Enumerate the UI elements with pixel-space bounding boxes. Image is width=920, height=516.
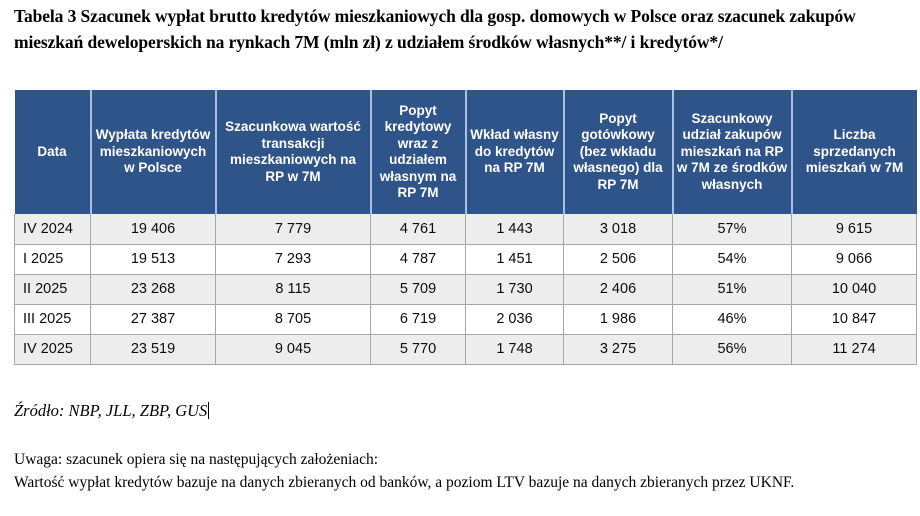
cell-udzial: 56% [673, 334, 792, 364]
cell-popyt-kredytowy: 4 761 [371, 214, 466, 244]
cell-liczba: 10 040 [792, 274, 917, 304]
column-header-wyplata-kredytow: Wypłata kredytów mieszkaniowych w Polsce [91, 90, 216, 214]
notes-line-2: Wartość wypłat kredytów bazuje na danych zbieranych od banków, a poziom LTV bazuje na danych zbieranych przez UKNF. [14, 474, 795, 491]
cell-wartosc: 7 293 [216, 244, 371, 274]
cell-liczba: 11 274 [792, 334, 917, 364]
cell-wklad-wlasny: 1 730 [466, 274, 564, 304]
cell-wklad-wlasny: 1 748 [466, 334, 564, 364]
cell-popyt-kredytowy: 6 719 [371, 304, 466, 334]
cell-wartosc: 9 045 [216, 334, 371, 364]
column-header-data: Data [15, 90, 91, 214]
cell-liczba: 9 615 [792, 214, 917, 244]
cell-popyt-gotowkowy: 3 275 [564, 334, 673, 364]
cell-wartosc: 8 115 [216, 274, 371, 304]
cell-udzial: 51% [673, 274, 792, 304]
cell-popyt-kredytowy: 5 709 [371, 274, 466, 304]
cell-popyt-kredytowy: 4 787 [371, 244, 466, 274]
cell-udzial: 46% [673, 304, 792, 334]
column-header-udzial-srodkow-wlasnych: Szacunkowy udział zakupów mieszkań na RP w 7M ze środków własnych [673, 90, 792, 214]
cell-liczba: 9 066 [792, 244, 917, 274]
cell-data: II 2025 [15, 274, 91, 304]
cell-liczba: 10 847 [792, 304, 917, 334]
table-header [15, 90, 917, 214]
table-body [15, 214, 917, 364]
column-header-wartosc-transakcji: Szacunkowa wartość transakcji mieszkaniowych na RP w 7M [216, 90, 371, 214]
cell-wyplata: 23 268 [91, 274, 216, 304]
column-header-wklad-wlasny: Wkład własny do kredytów na RP 7M [466, 90, 564, 214]
cell-data: IV 2024 [15, 214, 91, 244]
cell-popyt-gotowkowy: 1 986 [564, 304, 673, 334]
cell-udzial: 54% [673, 244, 792, 274]
cell-popyt-gotowkowy: 3 018 [564, 214, 673, 244]
table-row [15, 334, 917, 364]
page-title: Tabela 3 Szacunek wypłat brutto kredytów mieszkaniowych dla gosp. domowych w Polsce oraz szacunek zakupów mieszkań deweloperskich na rynkach 7M (mln zł) z udziałem środków własnych**/ i kredytów*/ [14, 6, 856, 52]
cell-popyt-kredytowy: 5 770 [371, 334, 466, 364]
text-caret [208, 402, 209, 419]
cell-wyplata: 23 519 [91, 334, 216, 364]
cell-wyplata: 19 406 [91, 214, 216, 244]
cell-wyplata: 19 513 [91, 244, 216, 274]
cell-wklad-wlasny: 1 443 [466, 214, 564, 244]
table-container [14, 90, 916, 365]
table-header-row [15, 90, 917, 214]
cell-wartosc: 8 705 [216, 304, 371, 334]
cell-popyt-gotowkowy: 2 506 [564, 244, 673, 274]
cell-wartosc: 7 779 [216, 214, 371, 244]
column-header-popyt-kredytowy: Popyt kredytowy wraz z udziałem własnym na RP 7M [371, 90, 466, 214]
cell-popyt-gotowkowy: 2 406 [564, 274, 673, 304]
cell-data: IV 2025 [15, 334, 91, 364]
source-text: Źródło: NBP, JLL, ZBP, GUS [14, 401, 208, 420]
housing-credit-table [14, 90, 917, 365]
table-row [15, 304, 917, 334]
notes-block [14, 448, 906, 494]
table-row [15, 244, 917, 274]
notes-line-1: Uwaga: szacunek opiera się na następujących założeniach: [14, 451, 379, 468]
cell-wklad-wlasny: 1 451 [466, 244, 564, 274]
cell-wklad-wlasny: 2 036 [466, 304, 564, 334]
column-header-popyt-gotowkowy: Popyt gotówkowy (bez wkładu własnego) dla RP 7M [564, 90, 673, 214]
cell-data: I 2025 [15, 244, 91, 274]
cell-data: III 2025 [15, 304, 91, 334]
cell-udzial: 57% [673, 214, 792, 244]
column-header-liczba-sprzedanych: Liczba sprzedanych mieszkań w 7M [792, 90, 917, 214]
source-line [14, 400, 209, 422]
table-row [15, 214, 917, 244]
table-row [15, 274, 917, 304]
cell-wyplata: 27 387 [91, 304, 216, 334]
